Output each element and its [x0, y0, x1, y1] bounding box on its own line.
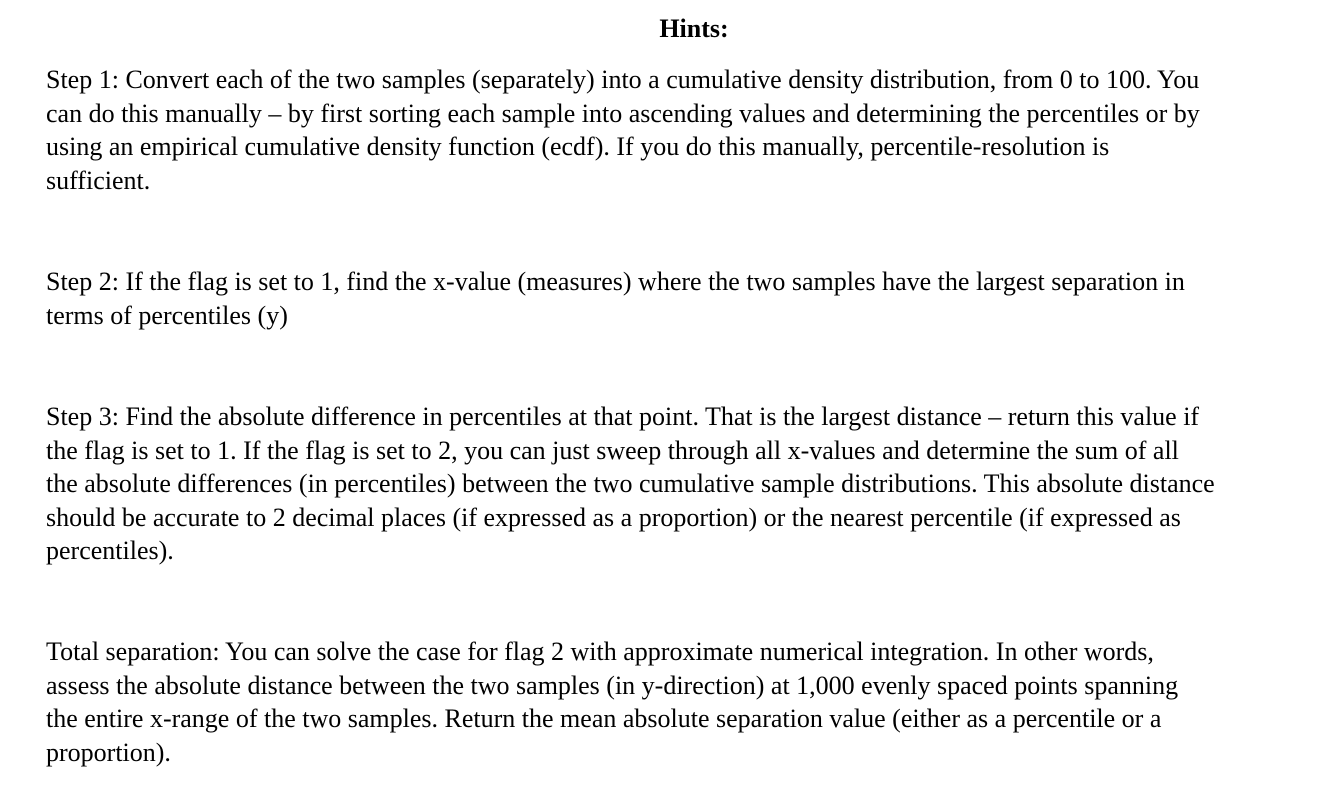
hint-step-3-line-1: Step 3: Find the absolute difference in percentiles at that point. That is the largest distance – return this value if: [46, 402, 1200, 431]
hints-title: Hints:: [659, 14, 729, 43]
hint-total-separation-line-4: proportion).: [46, 737, 171, 767]
hint-step-1: [46, 63, 1200, 197]
hint-step-2-line-1: Step 2: If the flag is set to 1, find the x-value (measures) where the two samples have the largest separation in: [46, 267, 1185, 296]
hint-step-2: [46, 265, 1185, 332]
hint-total-separation-line-3: the entire x-range of the two samples. Return the mean absolute separation value (either as a percentile or a: [46, 704, 1162, 734]
hint-step-1-line-2: can do this manually – by first sorting each sample into ascending values and determining the percentiles or by: [46, 98, 1200, 128]
hint-total-separation-line-1: Total separation: You can solve the case for flag 2 with approximate numerical integration. In other words,: [46, 637, 1154, 666]
hint-step-1-line-1: Step 1: Convert each of the two samples (separately) into a cumulative density distribution, from 0 to 100. You: [46, 65, 1200, 94]
hint-step-1-line-3: using an empirical cumulative density function (ecdf). If you do this manually, percentile-resolution is: [46, 132, 1110, 162]
hint-step-3-line-5: percentiles).: [46, 536, 174, 566]
hint-total-separation-line-2: assess the absolute distance between the two samples (in y-direction) at 1,000 evenly spaced points spanning: [46, 670, 1179, 700]
hint-step-3: [46, 400, 1215, 568]
hint-total-separation: [46, 635, 1178, 769]
hint-step-1-line-4: sufficient.: [46, 165, 151, 195]
hint-step-3-line-4: should be accurate to 2 decimal places (if expressed as a proportion) or the nearest percentile (if expressed as: [46, 502, 1181, 532]
hint-step-3-line-2: the flag is set to 1. If the flag is set to 2, you can just sweep through all x-values and determine the sum of all: [46, 435, 1179, 465]
hint-step-3-line-3: the absolute differences (in percentiles) between the two cumulative sample distributions. This absolute distance: [46, 469, 1215, 499]
hint-step-2-line-2: terms of percentiles (y): [46, 300, 288, 330]
